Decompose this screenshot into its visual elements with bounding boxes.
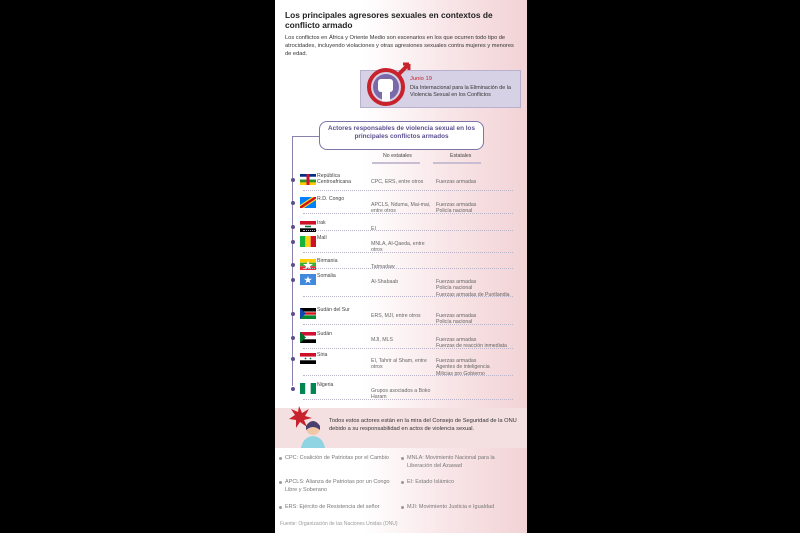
legend-bullet	[401, 457, 404, 460]
state-actors: Fuerzas armadas Fuerzas de reacción inmediata	[436, 337, 507, 350]
source-text: Fuente: Organización de las Naciones Unidas (ONU)	[280, 521, 398, 527]
timeline-dot	[291, 225, 295, 229]
state-actors: Fuerzas armadas Policía nacional	[436, 202, 477, 215]
note-text: Todos estos actores están en la mira del Consejo de Seguridad de la ONU debido a su responsabilidad en actos de violencia sexual.	[329, 418, 517, 432]
country-name: Sudán	[317, 331, 333, 337]
timeline-dot	[291, 178, 295, 182]
timeline-dot	[291, 278, 295, 282]
row-divider	[303, 213, 513, 214]
legend-bullet	[279, 506, 282, 509]
timeline-dot	[291, 336, 295, 340]
country-name: República Centroafricana	[317, 173, 352, 186]
country-name: Siria	[317, 352, 328, 358]
timeline-dot	[291, 240, 295, 244]
flag-syria-icon	[300, 353, 316, 364]
column-rule-nonstate	[372, 162, 420, 164]
day-description: Día Internacional para la Eliminación de la Violencia Sexual en los Conflictos	[410, 85, 511, 98]
nonstate-actors: CPC, ERS, entre otros	[371, 179, 424, 185]
flag-nigeria-icon	[300, 383, 316, 394]
legend-item: MJI: Movimiento Justicia e Igualdad	[407, 504, 495, 510]
row-divider	[303, 296, 513, 297]
country-name: Birmania	[317, 258, 338, 264]
row-divider	[303, 324, 513, 325]
nonstate-actors: EI, Tahrir al Sham, entre otros	[371, 358, 427, 371]
legend-item: EI: Estado Islámico	[407, 479, 455, 485]
alert-woman-icon	[289, 404, 329, 448]
state-actors: Fuerzas armadas	[436, 179, 477, 185]
column-header-nonstate: No estatales	[383, 153, 412, 159]
legend-item: APCLS: Alianza de Patriotas por un Congo Libre y Soberano	[285, 479, 390, 493]
row-divider	[303, 230, 513, 231]
country-name: Somalia	[317, 273, 336, 279]
row-divider	[303, 190, 513, 191]
row-divider	[303, 268, 513, 269]
raised-fist-female-symbol-icon	[364, 60, 414, 110]
country-name: Nigeria	[317, 382, 334, 388]
page-title: Los principales agresores sexuales en contextos de conflicto armado	[285, 10, 493, 30]
nonstate-actors: MJI, MLS	[371, 337, 393, 343]
nonstate-actors: EI	[371, 226, 376, 232]
day-date: Junio 19	[410, 76, 432, 82]
legend-bullet	[401, 481, 404, 484]
timeline-vertical-line	[292, 136, 293, 386]
legend-bullet	[279, 481, 282, 484]
country-name: Irak	[317, 220, 326, 226]
legend-item: CPC: Coalición de Patriotas por el Cambio	[285, 455, 389, 461]
column-rule-state	[433, 162, 481, 164]
flag-car-icon	[300, 174, 316, 185]
legend-bullet	[279, 457, 282, 460]
intro-text: Los conflictos en África y Oriente Medio son escenarios en los que ocurren todo tipo de atrocidades, incluyendo violaciones y otras agresiones sexuales contra mujeres y menores de edad.	[285, 35, 514, 58]
flag-mali-icon	[300, 236, 316, 247]
timeline-dot	[291, 263, 295, 267]
flag-somalia-icon	[300, 274, 316, 285]
nonstate-actors: APCLS, Nduma, Mai-mai, entre otros	[371, 202, 431, 215]
state-actors: Fuerzas armadas Policía nacional Fuerzas armadas de Puntlandia	[436, 279, 510, 298]
country-name: Malí	[317, 235, 327, 241]
nonstate-actors: Al-Shabaab	[371, 279, 399, 285]
legend-item: ERS: Ejército de Resistencia del señor	[285, 504, 380, 510]
flag-drc-icon	[300, 197, 316, 208]
flag-sudan-icon	[300, 332, 316, 343]
nonstate-actors: Tatmadaw	[371, 264, 395, 270]
state-actors: Fuerzas armadas Policía nacional	[436, 313, 477, 326]
state-actors: Fuerzas armadas Agentes de inteligencia Milicias pro Gobierno	[436, 358, 490, 377]
row-divider	[303, 399, 513, 400]
nonstate-actors: Grupos asociados a Boko Haram	[371, 388, 431, 401]
column-header-state: Estatales	[450, 153, 472, 159]
country-name: Sudán del Sur	[317, 307, 350, 313]
infographic-panel	[275, 0, 527, 533]
timeline-dot	[291, 201, 295, 205]
row-divider	[303, 252, 513, 253]
nonstate-actors: ERS, MJI, entre otros	[371, 313, 421, 319]
timeline-dot	[291, 357, 295, 361]
legend-bullet	[401, 506, 404, 509]
row-divider	[303, 348, 513, 349]
legend-item: MNLA: Movimiento Nacional para la Liberación del Azawad	[407, 455, 495, 469]
actors-title-box	[319, 121, 484, 150]
flag-ssudan-icon	[300, 308, 316, 319]
actors-title: Actores responsables de violencia sexual en los principales conflictos armados	[327, 125, 476, 141]
timeline-dot	[291, 312, 295, 316]
country-name: R.D. Congo	[317, 196, 345, 202]
row-divider	[303, 375, 513, 376]
timeline-dot	[291, 387, 295, 391]
timeline-connector	[292, 136, 319, 137]
nonstate-actors: MNLA, Al-Qaeda, entre otros	[371, 241, 425, 254]
